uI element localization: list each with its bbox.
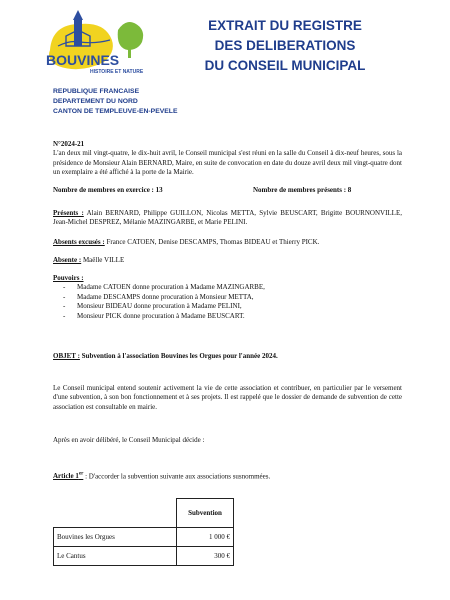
article-text: : D'accorder la subvention suivante aux associations susnommées.: [83, 472, 271, 481]
pouvoir-item: - Monsieur BIDEAU donne procuration à Madame PELINI,: [53, 302, 402, 311]
pouvoirs-block: [53, 274, 402, 321]
title-line: DU CONSEIL MUNICIPAL: [204, 58, 366, 73]
article-sup: er: [78, 472, 84, 477]
absent-text: Maëlle VILLE: [81, 256, 125, 264]
table-cell-name: Le Cantus: [54, 547, 177, 566]
paragraph-block: [53, 384, 402, 412]
subventions-table: [53, 498, 234, 566]
table-header-empty: [54, 499, 177, 528]
absent-label: Absente :: [53, 256, 82, 264]
pouvoirs-list: [53, 283, 402, 321]
table-cell-name: Bouvines les Orgues: [54, 528, 177, 547]
present-block: [53, 209, 402, 228]
pouvoir-item: - Madame CATOEN donne procuration à Madame MAZINGARBE,: [53, 283, 402, 292]
objet-label: OBJET :: [53, 352, 80, 360]
members-count-row: [53, 186, 402, 195]
excused-block: [53, 238, 402, 247]
table-cell-amount: 1 000 €: [177, 528, 234, 547]
table-row: [54, 547, 234, 566]
decision-block: [53, 436, 402, 445]
members-in-office: Nombre de membres en exercice : 13: [53, 186, 163, 194]
present-label: Présents :: [53, 209, 84, 217]
title-line: EXTRAIT DU REGISTRE: [208, 18, 362, 33]
members-present: Nombre de membres présents : 8: [253, 186, 352, 194]
logo-name: BOUVINES: [46, 52, 120, 68]
article-label: Article 1er: [53, 472, 84, 481]
document-title: [170, 16, 400, 76]
objet-block: [53, 352, 402, 361]
title-line: DES DELIBERATIONS: [214, 38, 356, 53]
pouvoir-item: - Monsieur PICK donne procuration à Madame BEUSCART.: [53, 312, 402, 321]
table-header-row: [54, 499, 234, 528]
excused-label: Absents excusés :: [53, 238, 105, 246]
table-header-subvention: Subvention: [177, 499, 234, 528]
deliberation-intro-block: [53, 140, 402, 178]
deliberation-number: N°2024-21: [53, 140, 85, 148]
pouvoirs-label: Pouvoirs :: [53, 274, 84, 282]
admin-line: DEPARTEMENT DU NORD: [53, 98, 138, 105]
deliberation-intro: L'an deux mil vingt-quatre, le dix-huit avril, le Conseil municipal s'est réuni en la salle du Conseil à dix-neuf heures, sous la présidence de Monsieur Alain BERNARD, Maire, en suite de convocation en date du douze avril deux mil vingt-quatre dont un exemplaire a été affiché à la porte de la Mairie.: [53, 149, 402, 177]
article-block: [53, 470, 402, 482]
absent-block: [53, 256, 402, 265]
pouvoir-item: - Madame DESCAMPS donne procuration à Monsieur METTA,: [53, 293, 402, 302]
paragraph-text: Le Conseil municipal entend soutenir activement la vie de cette association et contribuer, en particulier par le versement d'une subvention, à son bon fonctionnement et à ses projets. Il est rappelé que le dossier de demande de subvention de cette association est consultable en mairie.: [53, 384, 402, 411]
admin-line: CANTON DE TEMPLEUVE-EN-PEVELE: [53, 108, 178, 115]
logo-tagline: HISTOIRE ET NATURE: [90, 69, 144, 75]
decision-text: Après en avoir délibéré, le Conseil Municipal décide :: [53, 436, 205, 444]
present-text: Alain BERNARD, Philippe GUILLON, Nicolas METTA, Sylvie BEUSCART, Brigitte BOURNONVILLE, Jean-Michel DESPREZ, Mélanie MAZINGARBE, et Marie PELINI.: [53, 209, 402, 227]
admin-line: REPUBLIQUE FRANCAISE: [53, 88, 140, 95]
administrative-header: [53, 87, 178, 117]
logo-green-tree: [118, 22, 143, 50]
bouvines-logo: [40, 10, 160, 80]
objet-text: Subvention à l'association Bouvines les Orgues pour l'année 2024.: [79, 352, 278, 360]
table-row: [54, 528, 234, 547]
table-cell-amount: 300 €: [177, 547, 234, 566]
excused-text: France CATOEN, Denise DESCAMPS, Thomas BIDEAU et Thierry PICK.: [104, 238, 320, 246]
